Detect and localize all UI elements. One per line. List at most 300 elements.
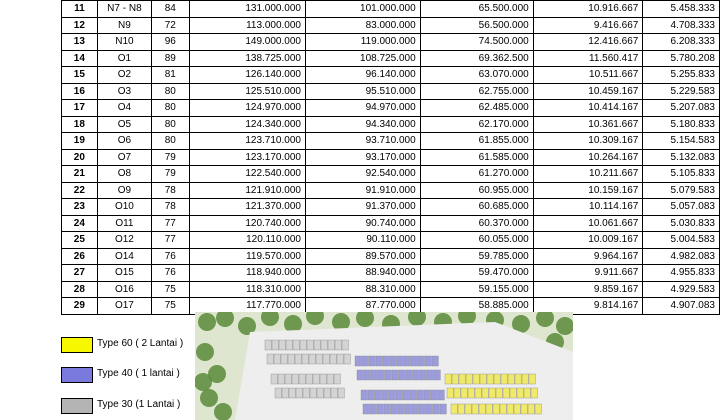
site-plan-lot [432,356,438,366]
table-row [62,100,720,117]
cell-area: 78 [152,182,189,199]
site-plan-lot [417,390,423,400]
cell-col6: 10.361.667 [533,116,643,133]
cell-price: 117.770.000 [189,298,305,315]
cell-col7: 5.207.083 [643,100,720,117]
cell-col4: 101.000.000 [305,1,420,18]
cell-col5: 59.785.000 [420,248,533,265]
cell-area: 76 [152,265,189,282]
site-plan-lot [320,374,326,384]
tree-icon [198,313,216,331]
site-plan-lot [324,388,330,398]
cell-col6: 9.964.167 [533,248,643,265]
site-plan-lot [522,374,528,384]
site-plan-lot [293,340,299,350]
site-plan-lot [427,370,433,380]
cell-col7: 5.180.833 [643,116,720,133]
cell-col6: 9.859.167 [533,281,643,298]
site-plan-lot [323,354,329,364]
site-plan-lot [282,388,288,398]
cell-area: 80 [152,116,189,133]
cell-area: 78 [152,199,189,216]
table-row [62,83,720,100]
cell-col5: 74.500.000 [420,34,533,51]
cell-col6: 10.511.667 [533,67,643,84]
site-plan-lot [468,388,474,398]
site-plan-lot [472,404,478,414]
cell-price: 149.000.000 [189,34,305,51]
site-plan-lot [310,388,316,398]
table-row [62,34,720,51]
cell-price: 118.310.000 [189,281,305,298]
cell-col5: 60.370.000 [420,215,533,232]
site-plan-lot [295,354,301,364]
site-plan-lot [440,404,446,414]
site-plan-lot [289,388,295,398]
cell-area: 80 [152,83,189,100]
cell-col6: 10.211.667 [533,166,643,183]
cell-col4: 94.340.000 [305,116,420,133]
site-plan-lot [447,388,453,398]
cell-area: 80 [152,100,189,117]
legend-type30 [61,398,201,414]
site-plan-lot [307,340,313,350]
site-plan-lot [362,356,368,366]
site-plan-lot [288,354,294,364]
cell-col4: 108.725.000 [305,50,420,67]
cell-col5: 62.485.000 [420,100,533,117]
site-plan-lot [364,370,370,380]
legend-swatch-type40 [61,367,93,383]
site-plan-lot [392,370,398,380]
cell-price: 123.710.000 [189,133,305,150]
site-plan-lot [528,404,534,414]
cell-no: 21 [62,166,98,183]
cell-col6: 12.416.667 [533,34,643,51]
cell-unit: O4 [97,100,151,117]
site-plan-lot [529,374,535,384]
site-plan-lot [458,404,464,414]
site-plan-lot [384,404,390,414]
site-plan-lot [454,388,460,398]
table-row [62,1,720,18]
table-row [62,265,720,282]
table-row [62,248,720,265]
site-plan-lot [487,374,493,384]
tree-icon [196,343,214,361]
cell-area: 72 [152,17,189,34]
site-plan-lot [503,388,509,398]
site-plan-lot [475,388,481,398]
site-plan-lot [420,370,426,380]
legend-label-type60: Type 60 ( 2 Lantai ) [97,338,184,349]
cell-col4: 119.000.000 [305,34,420,51]
cell-col5: 61.585.000 [420,149,533,166]
cell-col5: 65.500.000 [420,1,533,18]
site-plan-lot [314,340,320,350]
site-plan-lot [398,404,404,414]
cell-col6: 10.009.167 [533,232,643,249]
site-plan-lot [508,374,514,384]
site-plan-lot [510,388,516,398]
cell-col4: 88.940.000 [305,265,420,282]
site-plan-lot [404,356,410,366]
site-plan-lot [397,356,403,366]
cell-col4: 90.740.000 [305,215,420,232]
cell-col7: 5.154.583 [643,133,720,150]
cell-unit: O8 [97,166,151,183]
cell-no: 18 [62,116,98,133]
legend-type40 [61,367,201,383]
cell-col6: 9.911.667 [533,265,643,282]
site-plan-lot [399,370,405,380]
legend-label-type30: Type 30 (1 Lantai ) [97,399,181,410]
site-plan-lot [517,388,523,398]
site-plan-lot [465,404,471,414]
cell-no: 16 [62,83,98,100]
cell-no: 23 [62,199,98,216]
site-plan-lot [334,374,340,384]
cell-no: 13 [62,34,98,51]
legend-label-type40: Type 40 ( 1 lantai ) [97,368,180,379]
cell-col6: 10.114.167 [533,199,643,216]
cell-col4: 91.370.000 [305,199,420,216]
site-plan-lot [480,374,486,384]
cell-col7: 5.229.583 [643,83,720,100]
cell-col4: 95.510.000 [305,83,420,100]
site-plan-lot [391,404,397,414]
legend-swatch-type60 [61,337,93,353]
site-plan-lot [327,374,333,384]
site-plan-lot [524,388,530,398]
site-plan-lot [272,340,278,350]
site-plan-lot [411,356,417,366]
site-plan-lot [344,354,350,364]
site-plan-lot [418,356,424,366]
site-plan-lot [300,340,306,350]
cell-price: 126.140.000 [189,67,305,84]
cell-col5: 59.155.000 [420,281,533,298]
site-plan-lot [424,390,430,400]
site-plan-lot [535,404,541,414]
cell-price: 131.000.000 [189,1,305,18]
site-plan-lot [385,370,391,380]
site-plan-lot [281,354,287,364]
site-plan-lot [451,404,457,414]
table-row [62,182,720,199]
cell-col7: 5.105.833 [643,166,720,183]
site-plan-lot [390,356,396,366]
cell-unit: N7 - N8 [97,1,151,18]
cell-col6: 10.061.667 [533,215,643,232]
cell-unit: O3 [97,83,151,100]
site-plan-lot [331,388,337,398]
cell-unit: O7 [97,149,151,166]
cell-col6: 10.916.667 [533,1,643,18]
cell-no: 20 [62,149,98,166]
cell-col5: 61.855.000 [420,133,533,150]
site-plan-lot [501,374,507,384]
cell-no: 25 [62,232,98,249]
cell-unit: O17 [97,298,151,315]
site-plan-lot [302,354,308,364]
site-plan-lot [357,370,363,380]
site-plan-lot [316,354,322,364]
site-plan-lot [383,356,389,366]
cell-col7: 5.030.833 [643,215,720,232]
site-plan-lot [406,370,412,380]
table-row [62,50,720,67]
cell-col7: 5.004.583 [643,232,720,249]
site-plan-lot [370,404,376,414]
site-plan-lot [271,374,277,384]
cell-col7: 4.955.833 [643,265,720,282]
cell-col7: 4.982.083 [643,248,720,265]
cell-price: 122.540.000 [189,166,305,183]
site-plan-lot [285,374,291,384]
site-plan-lot [328,340,334,350]
site-plan-lot [363,404,369,414]
cell-no: 29 [62,298,98,315]
cell-unit: O10 [97,199,151,216]
site-plan-lot [445,374,451,384]
table-row [62,17,720,34]
site-plan-lot [434,370,440,380]
site-plan-lot [521,404,527,414]
cell-col4: 89.570.000 [305,248,420,265]
cell-col7: 5.255.833 [643,67,720,84]
cell-col4: 92.540.000 [305,166,420,183]
table-row [62,149,720,166]
cell-col6: 10.159.167 [533,182,643,199]
site-plan-lot [410,390,416,400]
cell-unit: O1 [97,50,151,67]
cell-price: 118.940.000 [189,265,305,282]
cell-col7: 5.780.208 [643,50,720,67]
site-plan-lot [426,404,432,414]
cell-col5: 60.955.000 [420,182,533,199]
cell-unit: O14 [97,248,151,265]
cell-col5: 60.055.000 [420,232,533,249]
cell-area: 80 [152,133,189,150]
site-plan-lot [396,390,402,400]
site-plan-lot [265,340,271,350]
table-row [62,199,720,216]
site-plan-lot [303,388,309,398]
site-plan-lot [330,354,336,364]
cell-col5: 62.755.000 [420,83,533,100]
cell-area: 79 [152,149,189,166]
site-plan-lot [452,374,458,384]
site-plan-image [195,312,573,420]
site-plan-lot [338,388,344,398]
table-row [62,232,720,249]
cell-col7: 5.079.583 [643,182,720,199]
cell-price: 138.725.000 [189,50,305,67]
cell-col6: 10.264.167 [533,149,643,166]
site-plan-lot [405,404,411,414]
cell-col4: 88.310.000 [305,281,420,298]
site-plan-lot [433,404,439,414]
cell-col5: 62.170.000 [420,116,533,133]
cell-no: 19 [62,133,98,150]
site-plan-lot [413,370,419,380]
site-plan-lot [438,390,444,400]
cell-col4: 91.910.000 [305,182,420,199]
cell-no: 24 [62,215,98,232]
site-plan-lot [496,388,502,398]
cell-col7: 4.907.083 [643,298,720,315]
site-plan-lot [306,374,312,384]
cell-price: 121.910.000 [189,182,305,199]
table-row [62,116,720,133]
site-plan-lot [292,374,298,384]
site-plan-lot [369,356,375,366]
cell-no: 14 [62,50,98,67]
cell-col7: 6.208.333 [643,34,720,51]
cell-price: 124.340.000 [189,116,305,133]
cell-col4: 93.170.000 [305,149,420,166]
cell-col6: 9.416.667 [533,17,643,34]
cell-col6: 10.309.167 [533,133,643,150]
site-plan-lot [286,340,292,350]
tree-icon [200,389,218,407]
cell-no: 26 [62,248,98,265]
site-plan-lot [489,388,495,398]
site-plan-lot [279,340,285,350]
cell-col5: 56.500.000 [420,17,533,34]
site-plan-lot [278,374,284,384]
cell-col5: 58.885.000 [420,298,533,315]
legend-swatch-type30 [61,398,93,414]
site-plan-lot [361,390,367,400]
cell-col4: 93.710.000 [305,133,420,150]
cell-col5: 63.070.000 [420,67,533,84]
cell-no: 17 [62,100,98,117]
legend-type60 [61,337,201,353]
site-plan-lot [275,388,281,398]
cell-no: 28 [62,281,98,298]
site-plan-lot [486,404,492,414]
cell-area: 79 [152,166,189,183]
site-plan-lot [459,374,465,384]
cell-unit: O12 [97,232,151,249]
site-plan-lot [317,388,323,398]
cell-no: 27 [62,265,98,282]
site-plan-lot [299,374,305,384]
site-plan-lot [337,354,343,364]
site-plan-lot [371,370,377,380]
cell-unit: O5 [97,116,151,133]
cell-area: 81 [152,67,189,84]
cell-no: 15 [62,67,98,84]
site-plan-lot [431,390,437,400]
cell-col7: 5.458.333 [643,1,720,18]
table-row [62,133,720,150]
site-plan-lot [274,354,280,364]
site-plan-lot [342,340,348,350]
cell-area: 77 [152,232,189,249]
cell-area: 76 [152,248,189,265]
cell-unit: O9 [97,182,151,199]
site-plan-lot [368,390,374,400]
cell-col4: 83.000.000 [305,17,420,34]
cell-unit: O16 [97,281,151,298]
site-plan-lot [493,404,499,414]
cell-col4: 96.140.000 [305,67,420,84]
cell-area: 75 [152,298,189,315]
site-plan-lot [482,388,488,398]
cell-unit: O6 [97,133,151,150]
site-plan-lot [382,390,388,400]
cell-unit: O11 [97,215,151,232]
site-plan-lot [377,404,383,414]
site-plan-lot [378,370,384,380]
cell-col6: 10.414.167 [533,100,643,117]
site-plan-lot [267,354,273,364]
cell-col4: 90.110.000 [305,232,420,249]
cell-col7: 5.132.083 [643,149,720,166]
cell-col7: 4.708.333 [643,17,720,34]
table-row [62,215,720,232]
cell-no: 11 [62,1,98,18]
cell-no: 22 [62,182,98,199]
table-row [62,281,720,298]
site-plan-lot [515,374,521,384]
site-plan-lot [531,388,537,398]
cell-unit: N10 [97,34,151,51]
cell-price: 120.110.000 [189,232,305,249]
site-plan-lot [412,404,418,414]
cell-unit: O15 [97,265,151,282]
cell-area: 84 [152,1,189,18]
site-plan-lot [296,388,302,398]
cell-area: 96 [152,34,189,51]
cell-no: 12 [62,17,98,34]
cell-col5: 59.470.000 [420,265,533,282]
cell-area: 75 [152,281,189,298]
site-plan-lot [507,404,513,414]
site-plan-lot [389,390,395,400]
site-plan-lot [514,404,520,414]
cell-price: 113.000.000 [189,17,305,34]
cell-col4: 87.770.000 [305,298,420,315]
cell-unit: O2 [97,67,151,84]
cell-col5: 61.270.000 [420,166,533,183]
cell-col6: 11.560.417 [533,50,643,67]
cell-price: 123.170.000 [189,149,305,166]
cell-price: 125.510.000 [189,83,305,100]
site-plan-lot [419,404,425,414]
site-plan-lot [461,388,467,398]
cell-area: 89 [152,50,189,67]
cell-price: 119.570.000 [189,248,305,265]
cell-price: 124.970.000 [189,100,305,117]
cell-col6: 9.814.167 [533,298,643,315]
table-row [62,166,720,183]
cell-col7: 5.057.083 [643,199,720,216]
site-plan-lot [425,356,431,366]
site-plan-lot [355,356,361,366]
site-plan-lot [376,356,382,366]
site-plan-lot [309,354,315,364]
site-plan-lot [321,340,327,350]
price-table [61,0,720,315]
site-plan-lot [466,374,472,384]
cell-col5: 60.685.000 [420,199,533,216]
site-plan-lot [375,390,381,400]
site-plan-lot [494,374,500,384]
